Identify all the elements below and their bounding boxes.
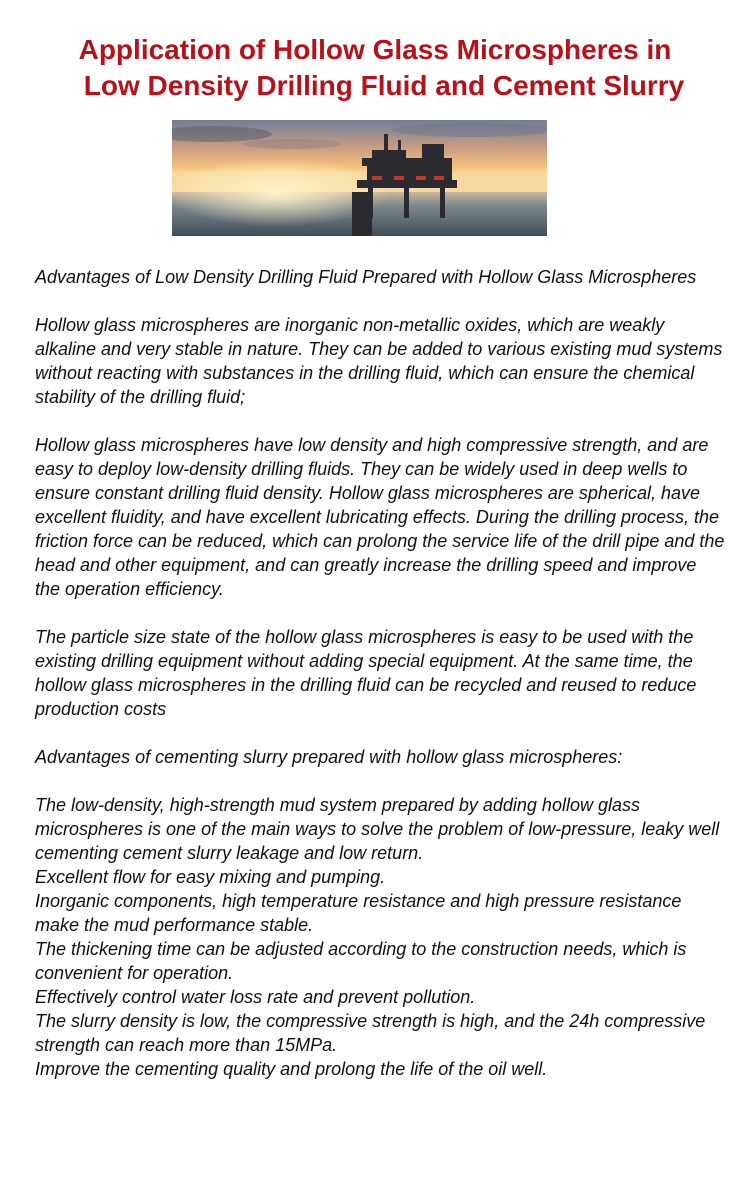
cement-advantage-line: The slurry density is low, the compressive strength is high, and the 24h compressive strength can reach more than 15MPa. — [35, 1011, 706, 1055]
cement-advantage-line: The low-density, high-strength mud system prepared by adding hollow glass microspheres is one of the main ways to solve the problem of low-pressure, leaky well cementing cement slurry leakage and low return. — [35, 795, 720, 863]
page-title — [0, 32, 750, 104]
cement-advantage-line: Excellent flow for easy mixing and pumping. — [35, 867, 386, 887]
paragraph-particle-size: The particle size state of the hollow glass microspheres is easy to be used with the existing drilling equipment without adding special equipment. At the same time, the hollow glass microspheres in the drilling fluid can be recycled and reused to reduce production costs — [35, 627, 697, 719]
paragraph-chemical-stability: Hollow glass microspheres are inorganic non-metallic oxides, which are weakly alkaline and very stable in nature. They can be added to various existing mud systems without reacting with substances in the drilling fluid, which can ensure the chemical stability of the drilling fluid; — [35, 315, 723, 407]
cement-advantage-line: Inorganic components, high temperature resistance and high pressure resistance make the mud performance stable. — [35, 891, 682, 935]
cementing-slurry-heading: Advantages of cementing slurry prepared with hollow glass microspheres: — [35, 747, 623, 767]
page-title-line-2: Low Density Drilling Fluid and Cement Slurry — [83, 70, 685, 101]
cement-advantage-line: Improve the cementing quality and prolong the life of the oil well. — [35, 1059, 548, 1079]
page-title-line-1: Application of Hollow Glass Microspheres in — [78, 34, 672, 65]
paragraph-low-density: Hollow glass microspheres have low density and high compressive strength, and are easy to deploy low-density drilling fluids. They can be widely used in deep wells to ensure constant drilling fluid density. Hollow glass microspheres are spherical, have excellent fluidity, and have excellent lubricating effects. During the drilling process, the friction force can be reduced, which can prolong the service life of the drill pipe and the head and other equipment, and can greatly increase the drilling speed and improve the operation efficiency. — [35, 435, 725, 599]
drilling-fluid-heading: Advantages of Low Density Drilling Fluid Prepared with Hollow Glass Microspheres — [35, 267, 697, 287]
offshore-platform-image — [172, 120, 547, 236]
cement-advantage-line: Effectively control water loss rate and prevent pollution. — [35, 987, 476, 1007]
cement-advantage-line: The thickening time can be adjusted according to the construction needs, which is convenient for operation. — [35, 939, 687, 983]
article-body — [35, 265, 725, 1081]
